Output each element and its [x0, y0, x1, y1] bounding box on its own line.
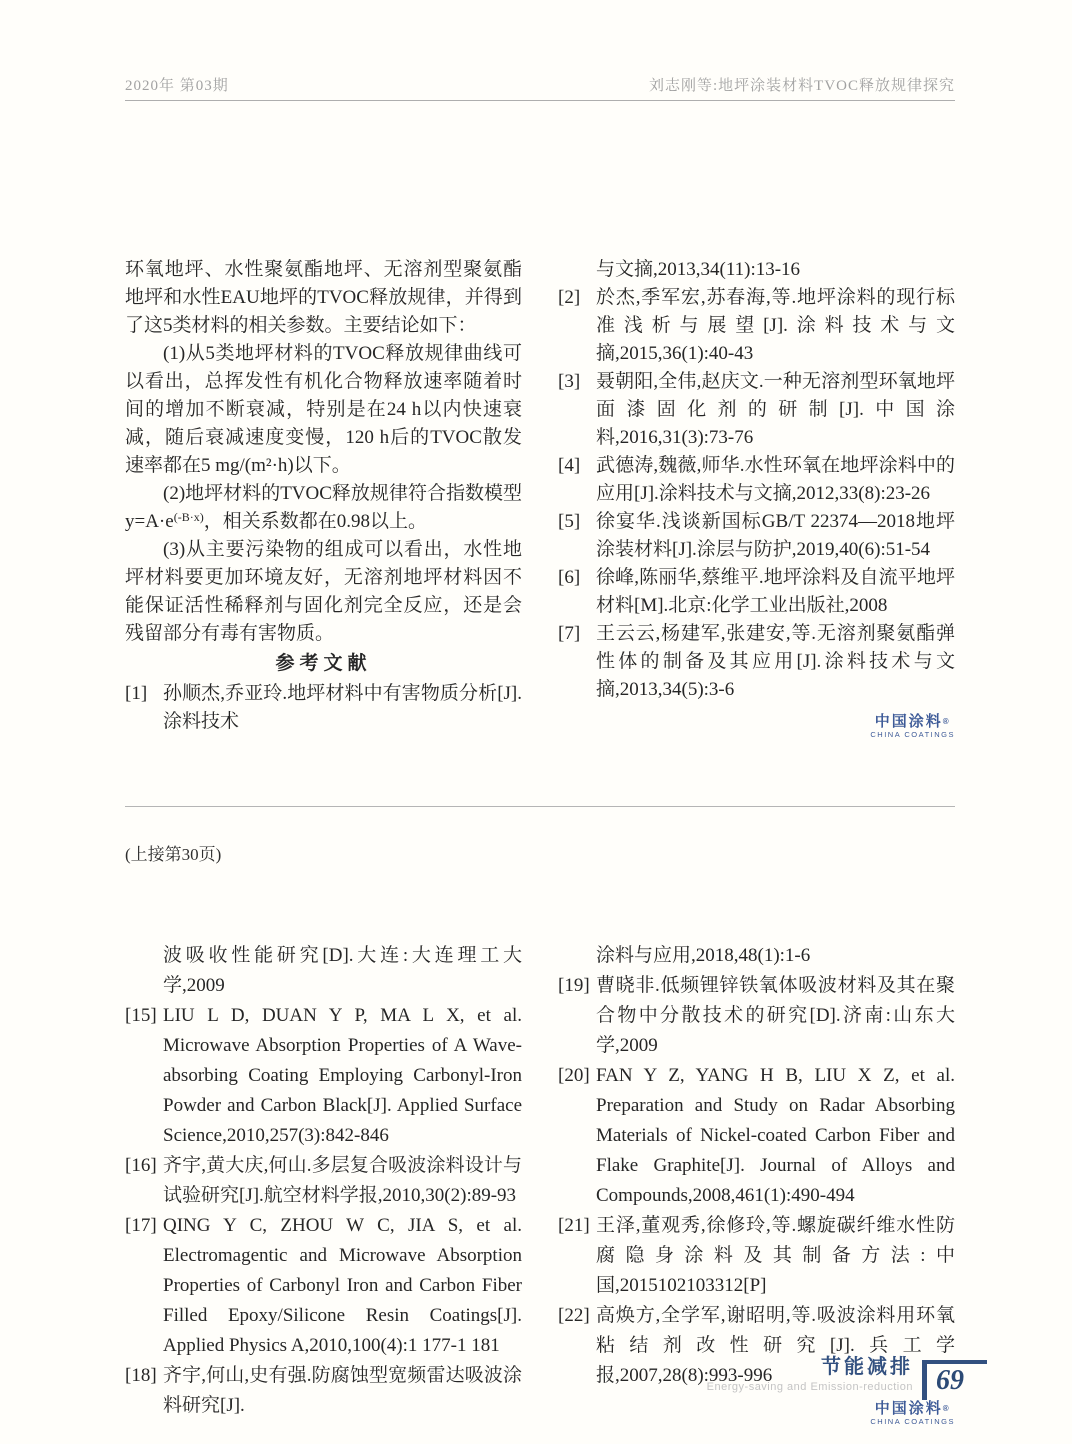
reference-number: [18]	[125, 1365, 157, 1386]
reference-item	[125, 1361, 522, 1421]
reference-number: [4]	[558, 455, 581, 476]
section-continued-references	[125, 941, 955, 1426]
column-left-bottom	[125, 941, 522, 1426]
logo-text-cn: 中国涂料®	[874, 713, 951, 730]
reference-item	[558, 368, 955, 452]
reference-text: QING Y C, ZHOU W C, JIA S, et al. Electromagentic and Microwave Absorption Properties of Carbonyl Iron and Carbon Fiber Filled Epoxy/Silicone Resin Coatings[J]. Applied Physics A,2010,100(4):1 177-1 181	[163, 1215, 522, 1356]
footer-section-en: Energy-saving and Emission-reduction	[706, 1381, 913, 1393]
reference-text: 於杰,季军宏,苏春海,等.地坪涂料的现行标准浅析与展望[J].涂料技术与文摘,2015,36(1):40-43	[596, 287, 955, 364]
column-left-top	[125, 256, 522, 739]
reference-number: [1]	[125, 683, 148, 704]
reference-item	[558, 620, 955, 704]
reference-item	[125, 1001, 522, 1151]
reference-text: 孙顺杰,乔亚玲.地坪材料中有害物质分析[J].涂料技术	[163, 683, 522, 732]
reference-text: 王泽,董观秀,徐修玲,等.螺旋碳纤维水性防腐隐身涂料及其制备方法:中国,2015102103312[P]	[596, 1215, 955, 1296]
logo-text-en: CHINA COATINGS	[870, 730, 955, 739]
registered-mark: ®	[942, 717, 951, 726]
footer-section-label	[707, 1356, 913, 1393]
reference-list-bottom-right	[558, 941, 955, 1391]
reference-text: 王云云,杨建军,张建安,等.无溶剂聚氨酯弹性体的制备及其应用[J].涂料技术与文摘,2013,34(5):3-6	[596, 623, 955, 700]
reference-item	[558, 1061, 955, 1211]
conclusion-paragraph-2	[125, 480, 522, 536]
conclusion-paragraph-intro: 环氧地坪、水性聚氨酯地坪、无溶剂型聚氨酯地坪和水性EAU地坪的TVOC释放规律，并得到了这5类材料的相关参数。主要结论如下：	[125, 259, 522, 336]
reference-list-top-left	[125, 680, 522, 736]
reference-list-top-right	[558, 256, 955, 704]
conclusion-paragraph-3: (3)从主要污染物的组成可以看出，水性地坪材料要更加环境友好，无溶剂地坪材料因不能保证活性稀释剂与固化剂完全反应，还是会残留部分有毒有害物质。	[125, 539, 522, 644]
reference-list-bottom-left	[125, 941, 522, 1421]
reference-number: [19]	[558, 975, 590, 996]
china-coatings-logo	[870, 714, 955, 739]
reference-text: 曹晓非.低频锂锌铁氧体吸波材料及其在聚合物中分散技术的研究[D].济南:山东大学,2009	[596, 975, 955, 1056]
logo-text-cn: 中国涂料®	[874, 1400, 951, 1417]
reference-number: [15]	[125, 1005, 157, 1026]
reference-number: [6]	[558, 567, 581, 588]
reference-number: [7]	[558, 623, 581, 644]
logo-wrap-top	[558, 714, 955, 739]
reference-text: 徐峰,陈丽华,蔡维平.地坪涂料及自流平地坪材料[M].北京:化学工业出版社,2008	[596, 567, 955, 616]
page-number: 69	[936, 1365, 964, 1396]
reference-item	[558, 971, 955, 1061]
reference-number: [5]	[558, 511, 581, 532]
reference-item	[125, 1211, 522, 1361]
conclusion-paragraph-1: (1)从5类地坪材料的TVOC释放规律曲线可以看出，总挥发性有机化合物释放速率随着时间的增加不断衰减，特别是在24 h以内快速衰减，随后衰减速度变慢，120 h后的TVOC散发速率都在5 mg/(m²·h)以下。	[125, 343, 522, 476]
footer-section-cn: 节能减排	[821, 1356, 913, 1378]
reference-text: 聂朝阳,全伟,赵庆文.一种无溶剂型环氧地坪面漆固化剂的研制[J].中国涂料,2016,31(3):73-76	[596, 371, 955, 448]
reference-text: 高焕方,全学军,谢昭明,等.吸波涂料用环氧粘结剂改性研究[J].兵工学报,2007,28(8):993-996	[596, 1305, 955, 1386]
header-article-title: 刘志刚等:地坪涂装材料TVOC释放规律探究	[648, 78, 955, 94]
reference-continuation-line	[125, 941, 522, 1001]
reference-text: 与文摘,2013,34(11):13-16	[596, 259, 801, 280]
reference-number: [2]	[558, 287, 581, 308]
reference-number: [17]	[125, 1215, 157, 1236]
reference-text: LIU L D, DUAN Y P, MA L X, et al. Microwave Absorption Properties of A Wave-absorbing Coating Employing Carbonyl-Iron Powder and Carbon Black[J]. Applied Surface Science,2010,257(3):842-846	[163, 1005, 522, 1146]
reference-text: 齐宇,何山,史有强.防腐蚀型宽频雷达吸波涂料研究[J].	[163, 1365, 522, 1416]
reference-text: 波吸收性能研究[D].大连:大连理工大学,2009	[163, 945, 522, 996]
reference-text: FAN Y Z, YANG H B, LIU X Z, et al. Preparation and Study on Radar Absorbing Materials of Nickel-coated Carbon Fiber and Flake Graphite[J]. Journal of Alloys and Compounds,2008,461(1):490-494	[596, 1065, 955, 1206]
model-text-post: ，相关系数都在0.98以上。	[203, 511, 427, 532]
reference-item	[125, 1151, 522, 1211]
reference-item	[558, 508, 955, 564]
reference-number: [22]	[558, 1305, 590, 1326]
china-coatings-logo	[870, 1401, 955, 1426]
registered-mark: ®	[942, 1404, 951, 1413]
reference-item	[558, 452, 955, 508]
reference-text: 齐宇,黄大庆,何山.多层复合吸波涂料设计与试验研究[J].航空材料学报,2010,30(2):89-93	[163, 1155, 522, 1206]
column-right-bottom	[558, 941, 955, 1426]
reference-item	[558, 564, 955, 620]
header-issue: 2020年 第03期	[125, 78, 229, 94]
reference-item	[125, 680, 522, 736]
page-number-block	[922, 1360, 987, 1400]
logo-wrap-bottom	[558, 1401, 955, 1426]
article-divider-rule	[125, 806, 955, 807]
column-right-top	[558, 256, 955, 739]
section-conclusion-and-references	[125, 256, 955, 739]
reference-text: 涂料与应用,2018,48(1):1-6	[596, 945, 811, 966]
reference-text: 徐宴华.浅谈新国标GB/T 22374—2018地坪涂装材料[J].涂层与防护,2019,40(6):51-54	[596, 511, 955, 560]
reference-continuation-line	[558, 256, 955, 284]
reference-number: [16]	[125, 1155, 157, 1176]
references-heading: 参考文献	[275, 653, 372, 674]
reference-item	[558, 1211, 955, 1301]
logo-text-en: CHINA COATINGS	[870, 1417, 955, 1426]
reference-number: [3]	[558, 371, 581, 392]
reference-number: [20]	[558, 1065, 590, 1086]
model-exponent: (-B·x)	[173, 510, 204, 524]
reference-number: [21]	[558, 1215, 590, 1236]
reference-continuation-line	[558, 941, 955, 971]
reference-item	[558, 284, 955, 368]
reference-text: 武德涛,魏薇,师华.水性环氧在地坪涂料中的应用[J].涂料技术与文摘,2012,33(8):23-26	[596, 455, 955, 504]
page-header	[125, 74, 955, 101]
continued-from-note: (上接第30页)	[125, 845, 222, 864]
model-text-pre: (2)地坪材料的TVOC释放规律符合指数模型y=A·e	[125, 483, 522, 532]
